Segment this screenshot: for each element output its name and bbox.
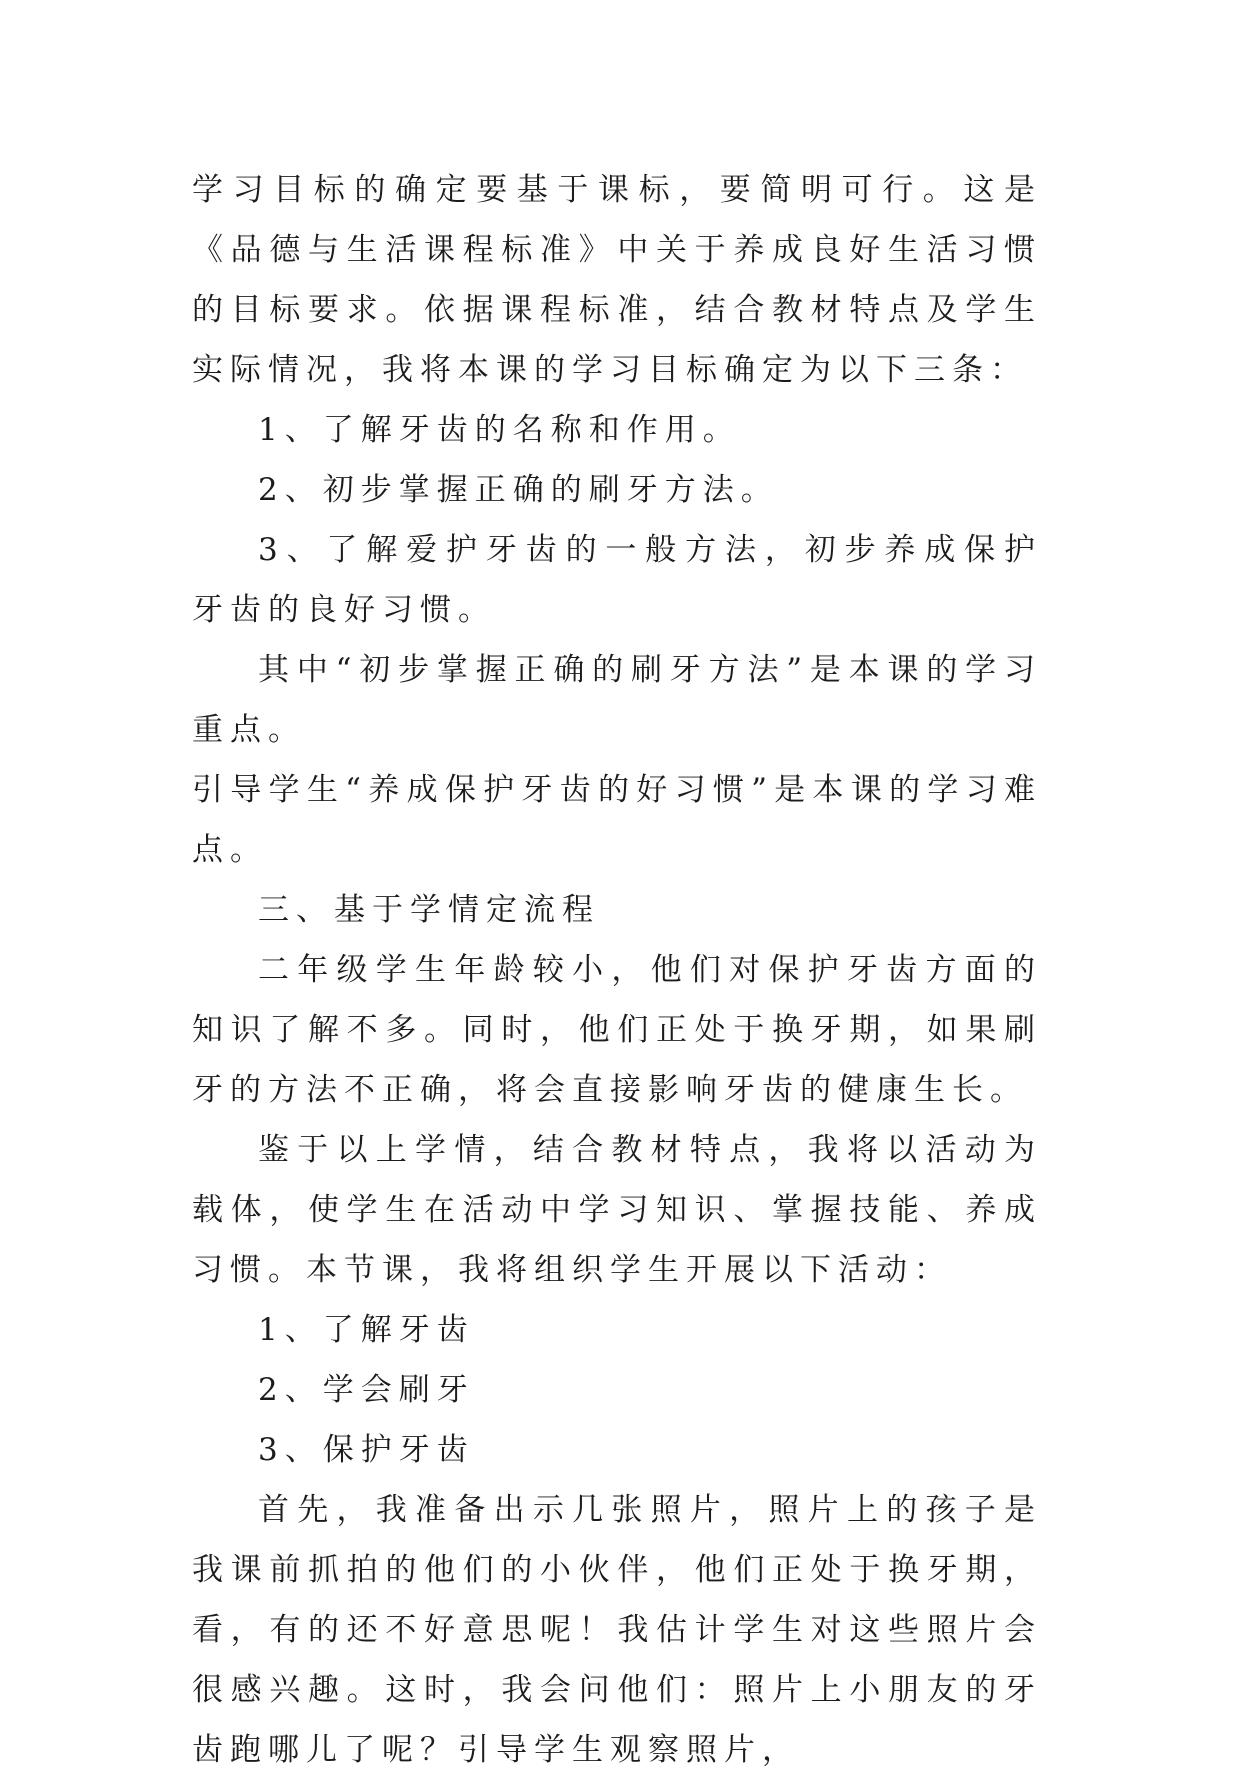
paragraph-objectives-intro: 学习目标的确定要基于课标，要简明可行。这是《品德与生活课程标准》中关于养成良好生活习惯的目标要求。依据课程标准，结合教材特点及学生实际情况，我将本课的学习目标确定为以下三条： xyxy=(192,172,1042,388)
document-body xyxy=(192,160,1042,1780)
paragraph-activities-intro: 鉴于以上学情，结合教材特点，我将以活动为载体，使学生在活动中学习知识、掌握技能、养成习惯。本节课，我将组织学生开展以下活动： xyxy=(192,1132,1042,1288)
paragraph-difficult-point: 引导学生“养成保护牙齿的好习惯”是本课的学习难点。 xyxy=(192,772,1042,868)
list-item-objective-3: 3、了解爱护牙齿的一般方法，初步养成保护牙齿的良好习惯。 xyxy=(192,532,1042,628)
list-item-activity-1: 1、了解牙齿 xyxy=(258,1312,475,1348)
list-item-activity-3: 3、保护牙齿 xyxy=(258,1432,475,1468)
section-heading-process: 三、基于学情定流程 xyxy=(258,892,600,928)
paragraph-key-point: 其中“初步掌握正确的刷牙方法”是本课的学习重点。 xyxy=(192,652,1042,748)
list-item-activity-2: 2、学会刷牙 xyxy=(258,1372,475,1408)
paragraph-photo-activity: 首先，我准备出示几张照片，照片上的孩子是我课前抓拍的他们的小伙伴，他们正处于换牙期，看，有的还不好意思呢！我估计学生对这些照片会很感兴趣。这时，我会问他们：照片上小朋友的牙齿跑哪儿了呢？引导学生观察照片， xyxy=(192,1492,1042,1768)
list-item-objective-2: 2、初步掌握正确的刷牙方法。 xyxy=(258,472,779,508)
paragraph-student-situation: 二年级学生年龄较小，他们对保护牙齿方面的知识了解不多。同时，他们正处于换牙期，如果刷牙的方法不正确，将会直接影响牙齿的健康生长。 xyxy=(192,952,1042,1108)
list-item-objective-1: 1、了解牙齿的名称和作用。 xyxy=(258,412,741,448)
